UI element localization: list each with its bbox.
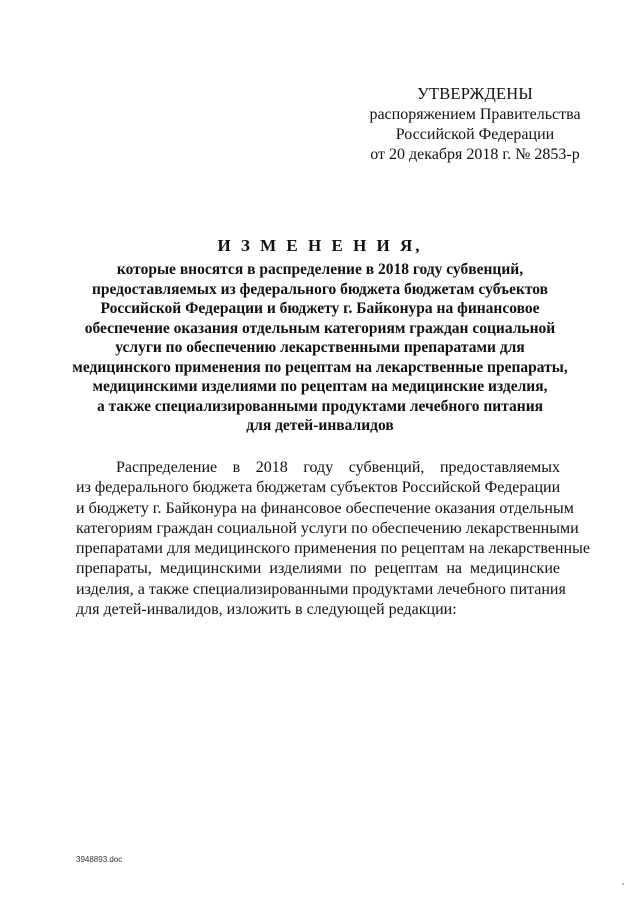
subtitle-line: услуги по обеспечению лекарственными препаратами для: [115, 339, 525, 356]
subtitle-line: для детей-инвалидов: [246, 417, 394, 434]
approval-heading: УТВЕРЖДЕНЫ: [417, 84, 533, 103]
body-line: для детей-инвалидов, изложить в следующей редакции:: [76, 601, 457, 619]
approval-line: распоряжением Правительства: [369, 106, 581, 123]
body-line: изделия, а также специализированными продуктами лечебного питания: [76, 580, 566, 598]
body-paragraph: [76, 458, 590, 620]
scan-mark: [622, 883, 624, 885]
subtitle-line: обеспечение оказания отдельным категориям граждан социальной: [84, 319, 556, 337]
body-line: и бюджету г. Байконура на финансовое обеспечение оказания отдельным: [76, 499, 574, 517]
subtitle-line: Российской Федерации и бюджету г. Байконура на финансовое: [100, 300, 540, 317]
body-line: категориям граждан социальной услуги по обеспечению лекарственными: [76, 519, 579, 537]
document-title: И З М Е Н Е Н И Я,: [217, 236, 423, 255]
file-name-footer: 3948893.doc: [76, 855, 123, 864]
subtitle-line: которые вносятся в распределение в 2018 году субвенций,: [116, 261, 524, 278]
approval-line: от 20 декабря 2018 г. № 2853-р: [370, 146, 580, 163]
document-subtitle: [60, 260, 580, 436]
subtitle-line: а также специализированными продуктами лечебного питания: [96, 397, 544, 415]
body-line: препаратами для медицинского применения по рецептам на лекарственные: [76, 540, 590, 558]
body-line: препараты, медицинскими изделиями по рецептам на медицинские: [76, 560, 560, 578]
body-line: Распределение в 2018 году субвенций, предоставляемых: [116, 459, 560, 476]
approval-block: [330, 84, 620, 165]
subtitle-line: медицинскими изделиями по рецептам на медицинские изделия,: [92, 378, 548, 395]
approval-line: Российской Федерации: [395, 126, 555, 143]
body-line: из федерального бюджета бюджетам субъектов Российской Федерации: [76, 479, 561, 497]
subtitle-line: предоставляемых из федерального бюджета бюджетам субъектов: [91, 280, 549, 298]
subtitle-line: медицинского применения по рецептам на лекарственные препараты,: [72, 358, 568, 376]
